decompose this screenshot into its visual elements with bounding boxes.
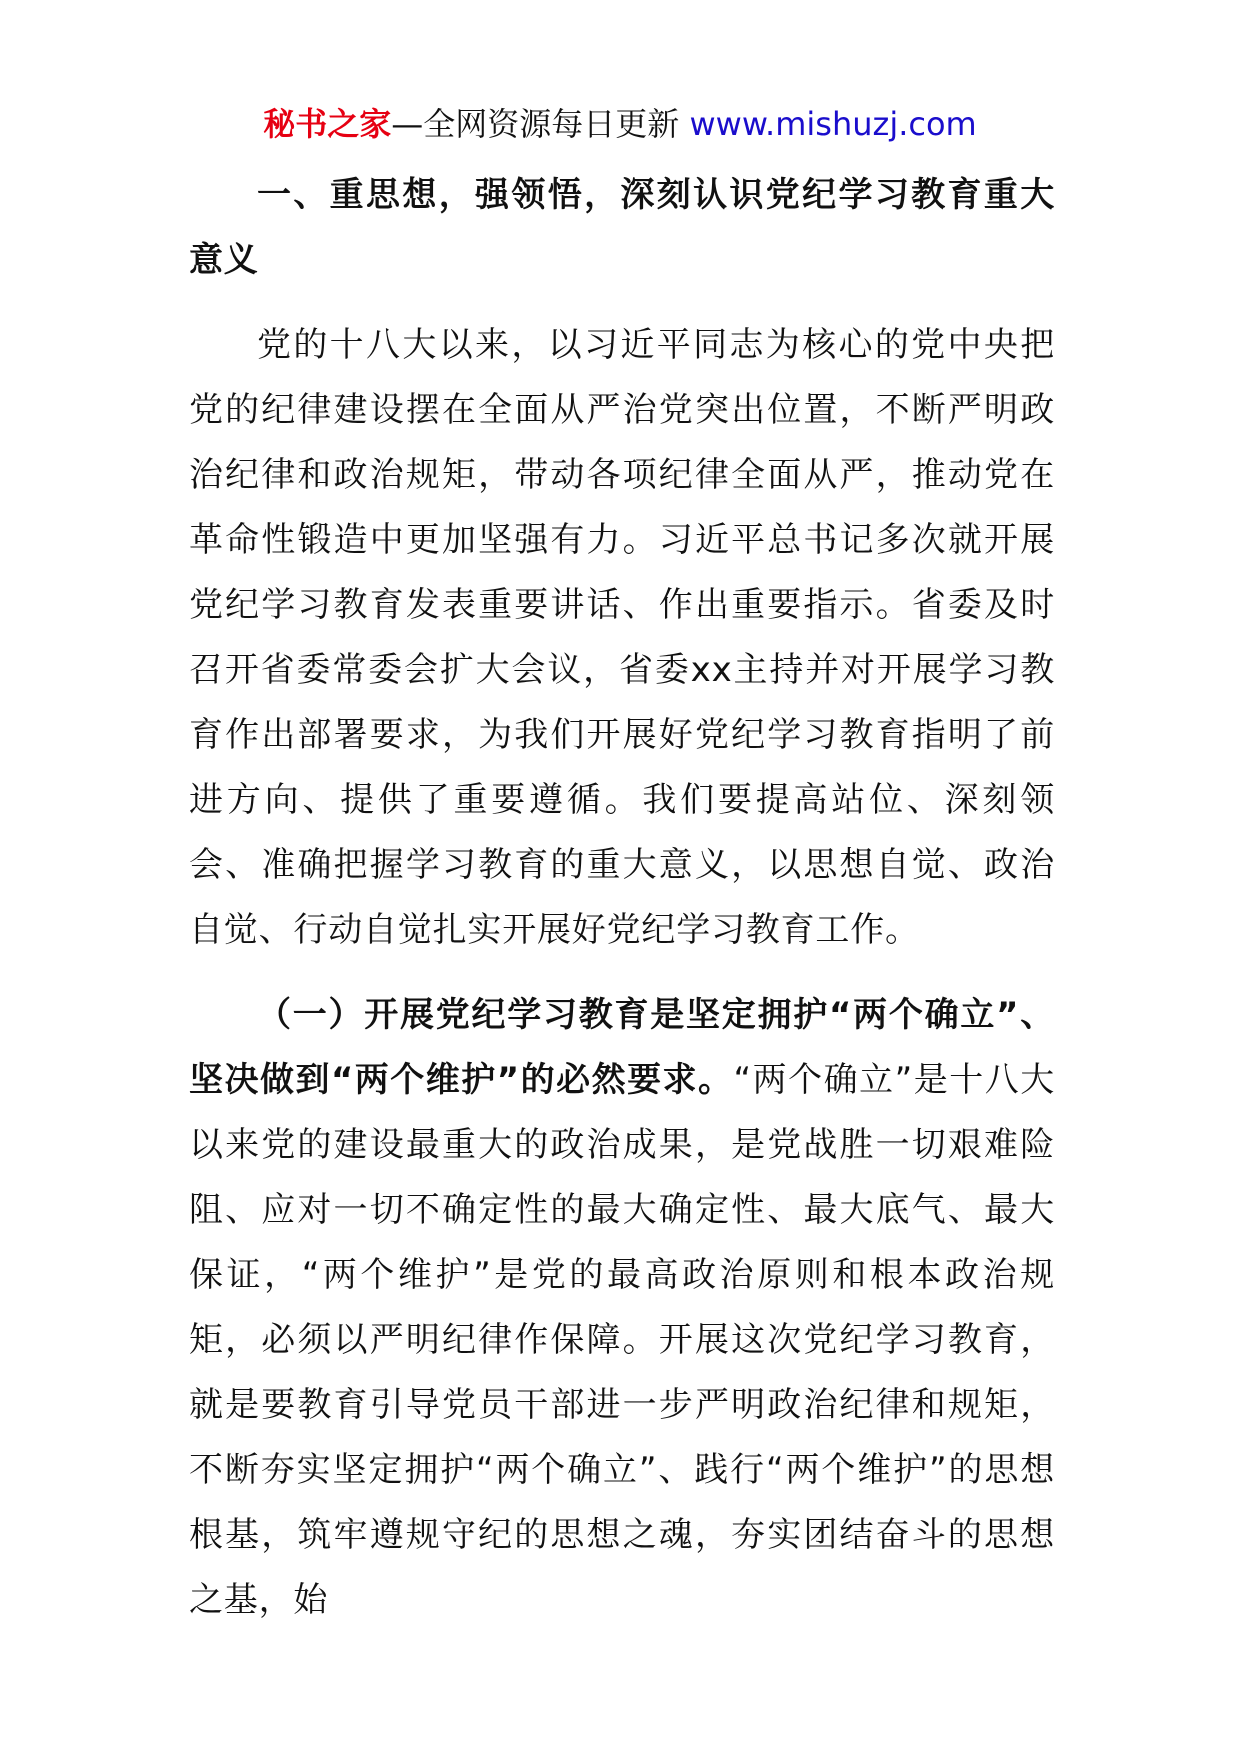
site-url-link[interactable]: www.mishuzj.com — [689, 105, 977, 143]
site-banner — [0, 102, 1240, 146]
document-body — [189, 163, 1055, 1633]
paragraph-subsection-1 — [189, 983, 1055, 1633]
subsection-body: “两个确立”是十八大以来党的建设最重大的政治成果，是党战胜一切艰难险阻、应对一切不确定性的最大确定性、最大底气、最大保证，“两个维护”是党的最高政治原则和根本政治规矩，必须以严明纪律作保障。开展这次党纪学习教育，就是要教育引导党员干部进一步严明政治纪律和规矩，不断夯实坚定拥护“两个确立”、践行“两个维护”的思想根基，筑牢遵规守纪的思想之魂，夯实团结奋斗的思想之基，始 — [189, 1060, 1055, 1620]
brand-name: 秘书之家 — [263, 105, 392, 143]
subsection-heading: （一）开展党纪学习教育是坚定拥护“两个确立”、坚决做到“两个维护”的必然要求。 — [189, 995, 1055, 1100]
section-heading: 一、重思想，强领悟，深刻认识党纪学习教育重大意义 — [189, 175, 1055, 280]
paragraph-intro: 党的十八大以来，以习近平同志为核心的党中央把党的纪律建设摆在全面从严治党突出位置，不断严明政治纪律和政治规矩，带动各项纪律全面从严，推动党在革命性锻造中更加坚强有力。习近平总书记多次就开展党纪学习教育发表重要讲话、作出重要指示。省委及时召开省委常委会扩大会议，省委xx主持并对开展学习教育作出部署要求，为我们开展好党纪学习教育指明了前进方向、提供了重要遵循。我们要提高站位、深刻领会、准确把握学习教育的重大意义，以思想自觉、政治自觉、行动自觉扎实开展好党纪学习教育工作。 — [189, 325, 1055, 950]
banner-tagline: —全网资源每日更新 — [391, 105, 680, 143]
